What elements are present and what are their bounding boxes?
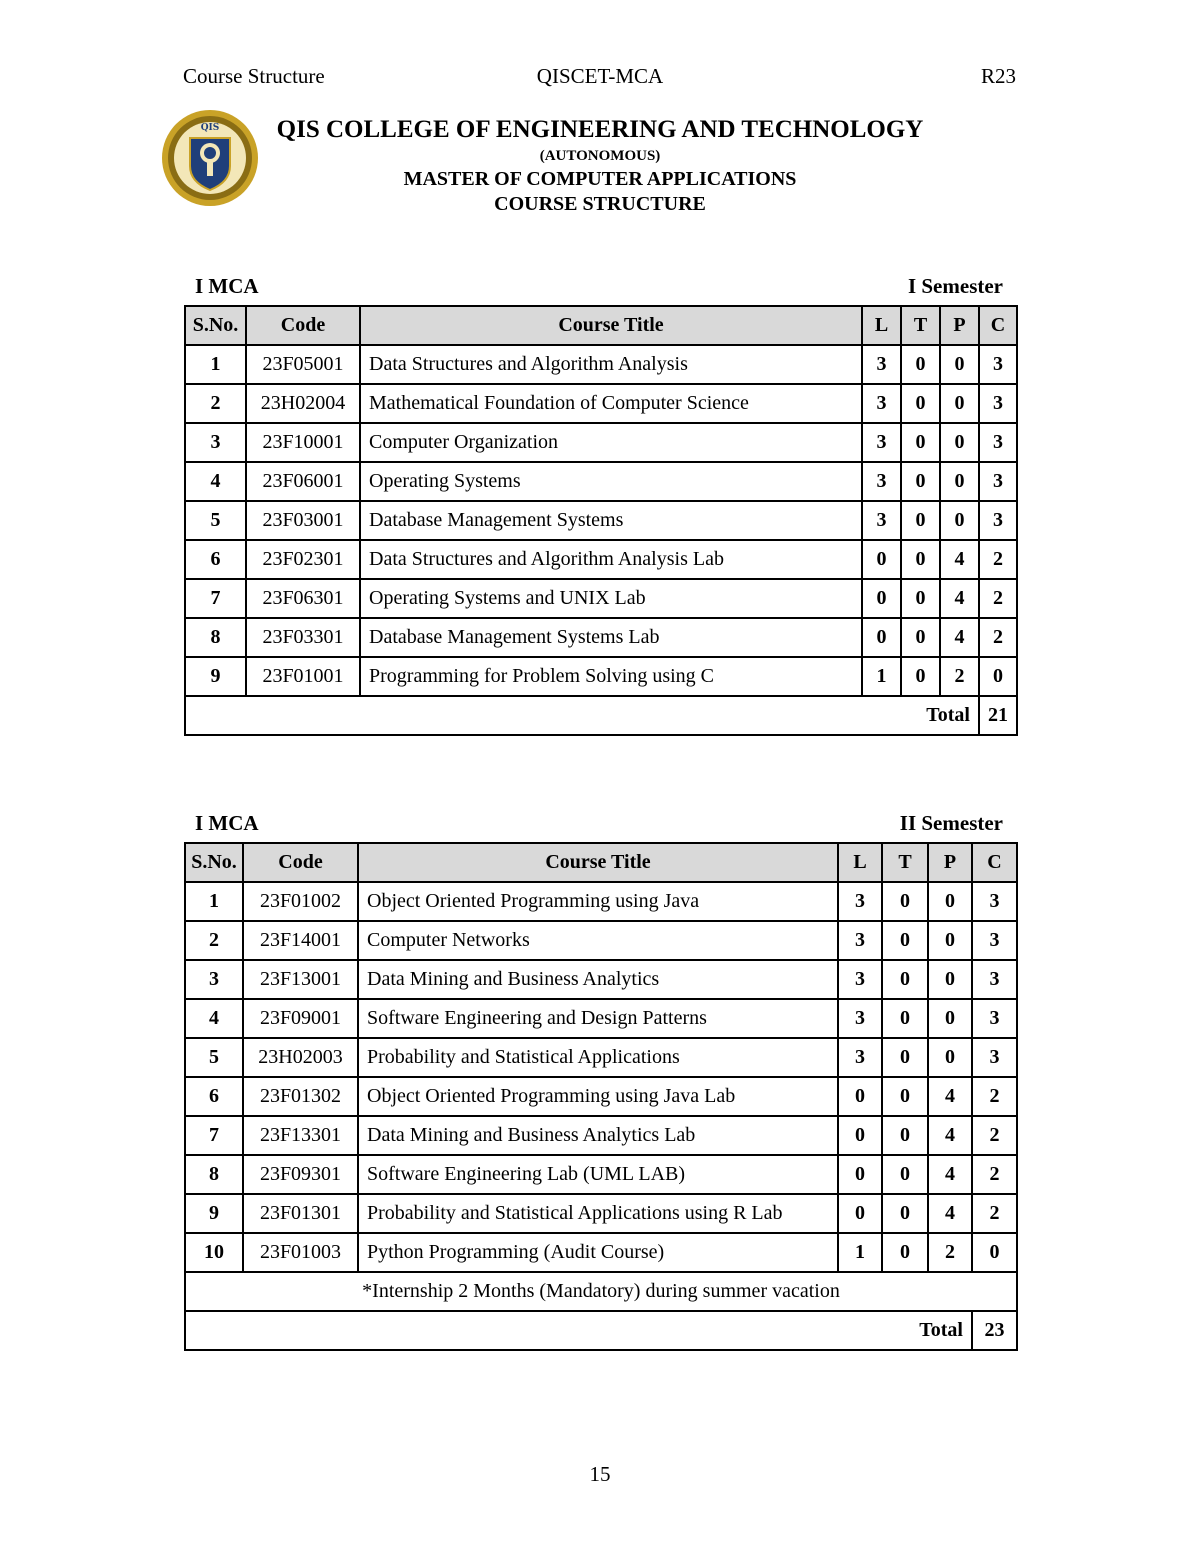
tutorial-hours: 0 [882,882,928,921]
sem1-caption [195,274,1003,299]
table-row [185,921,1017,960]
course-sno: 10 [185,1233,243,1272]
credits: 3 [979,384,1017,423]
table-row [185,960,1017,999]
table-row [185,579,1017,618]
tutorial-hours: 0 [901,423,940,462]
col-title: Course Title [360,306,862,345]
sem1-year: I MCA [195,274,259,298]
course-sno: 4 [185,462,246,501]
lecture-hours: 3 [862,501,901,540]
sem1-total-row [185,696,1017,735]
lecture-hours: 3 [838,921,882,960]
course-code: 23F01003 [243,1233,358,1272]
sem2-caption [195,811,1003,836]
col-t: T [882,843,928,882]
table-row [185,1233,1017,1272]
course-title: Mathematical Foundation of Computer Science [360,384,862,423]
course-title: Data Structures and Algorithm Analysis [360,345,862,384]
sem2-total-row [185,1311,1017,1350]
lecture-hours: 0 [862,540,901,579]
lecture-hours: 3 [862,462,901,501]
table-row [185,1038,1017,1077]
course-code: 23F03301 [246,618,360,657]
table-row [185,1155,1017,1194]
practical-hours: 0 [940,384,979,423]
tutorial-hours: 0 [901,540,940,579]
course-code: 23F06301 [246,579,360,618]
credits: 3 [979,462,1017,501]
credits: 2 [972,1194,1017,1233]
course-code: 23F01301 [243,1194,358,1233]
tutorial-hours: 0 [882,1155,928,1194]
lecture-hours: 3 [838,960,882,999]
credits: 3 [972,999,1017,1038]
tutorial-hours: 0 [882,921,928,960]
lecture-hours: 0 [838,1194,882,1233]
tutorial-hours: 0 [882,1194,928,1233]
tutorial-hours: 0 [901,657,940,696]
col-sno: S.No. [185,843,243,882]
practical-hours: 0 [940,423,979,462]
institution-name: QIS COLLEGE OF ENGINEERING AND TECHNOLOGY [276,116,924,143]
table-row [185,1116,1017,1155]
course-code: 23F05001 [246,345,360,384]
course-sno: 9 [185,657,246,696]
practical-hours: 0 [940,345,979,384]
tutorial-hours: 0 [882,1077,928,1116]
sem1-semester: I Semester [907,274,1003,298]
institution-status: (AUTONOMOUS) [539,148,661,164]
col-code: Code [246,306,360,345]
lecture-hours: 3 [862,423,901,462]
credits: 3 [972,1038,1017,1077]
course-title: Object Oriented Programming using Java Lab [358,1077,838,1116]
course-code: 23F09301 [243,1155,358,1194]
total-credits: 21 [979,696,1017,735]
program-name: MASTER OF COMPUTER APPLICATIONS [403,168,797,190]
course-title: Database Management Systems [360,501,862,540]
table-header-row [185,306,1017,345]
lecture-hours: 1 [838,1233,882,1272]
tutorial-hours: 0 [901,462,940,501]
course-title: Computer Organization [360,423,862,462]
table-row [185,462,1017,501]
course-sno: 6 [185,540,246,579]
tutorial-hours: 0 [901,384,940,423]
col-sno: S.No. [185,306,246,345]
table-row [185,1194,1017,1233]
col-t: T [901,306,940,345]
credits: 0 [972,1233,1017,1272]
tutorial-hours: 0 [882,960,928,999]
course-code: 23H02003 [243,1038,358,1077]
course-code: 23F02301 [246,540,360,579]
lecture-hours: 3 [838,882,882,921]
sem2-course-table [184,842,1018,1351]
course-code: 23F01002 [243,882,358,921]
course-code: 23F09001 [243,999,358,1038]
page-number: 15 [589,1462,611,1486]
tutorial-hours: 0 [882,1038,928,1077]
table-row [185,384,1017,423]
course-sno: 3 [185,423,246,462]
course-sno: 8 [185,1155,243,1194]
practical-hours: 4 [940,540,979,579]
course-sno: 8 [185,618,246,657]
course-code: 23F01001 [246,657,360,696]
total-label: Total [185,1311,972,1350]
running-header-center: QISCET-MCA [536,64,664,88]
table-row [185,501,1017,540]
course-title: Database Management Systems Lab [360,618,862,657]
tutorial-hours: 0 [882,1233,928,1272]
course-code: 23F10001 [246,423,360,462]
tutorial-hours: 0 [882,1116,928,1155]
course-title: Python Programming (Audit Course) [358,1233,838,1272]
total-credits: 23 [972,1311,1017,1350]
col-c: C [979,306,1017,345]
sem2-year: I MCA [195,811,259,835]
credits: 2 [972,1155,1017,1194]
course-title: Probability and Statistical Applications using R Lab [358,1194,838,1233]
practical-hours: 0 [928,1038,972,1077]
course-sno: 6 [185,1077,243,1116]
table-row [185,1077,1017,1116]
total-label: Total [185,696,979,735]
lecture-hours: 0 [862,579,901,618]
practical-hours: 0 [940,462,979,501]
tutorial-hours: 0 [901,345,940,384]
course-title: Software Engineering Lab (UML LAB) [358,1155,838,1194]
practical-hours: 4 [928,1194,972,1233]
practical-hours: 4 [928,1116,972,1155]
course-title: Probability and Statistical Applications [358,1038,838,1077]
lecture-hours: 3 [862,345,901,384]
tutorial-hours: 0 [882,999,928,1038]
course-code: 23F14001 [243,921,358,960]
tutorial-hours: 0 [901,618,940,657]
course-code: 23H02004 [246,384,360,423]
sem2-note-row [185,1272,1017,1311]
table-header-row [185,843,1017,882]
course-code: 23F13001 [243,960,358,999]
course-code: 23F01302 [243,1077,358,1116]
course-title: Operating Systems and UNIX Lab [360,579,862,618]
svg-text:QIS: QIS [200,123,220,133]
table-row [185,345,1017,384]
col-p: P [928,843,972,882]
course-sno: 5 [185,1038,243,1077]
course-sno: 4 [185,999,243,1038]
course-sno: 7 [185,1116,243,1155]
lecture-hours: 0 [838,1116,882,1155]
tutorial-hours: 0 [901,501,940,540]
tutorial-hours: 0 [901,579,940,618]
lecture-hours: 0 [838,1077,882,1116]
practical-hours: 0 [928,921,972,960]
col-l: L [838,843,882,882]
col-code: Code [243,843,358,882]
lecture-hours: 1 [862,657,901,696]
table-row [185,540,1017,579]
course-sno: 3 [185,960,243,999]
course-sno: 1 [185,345,246,384]
course-sno: 9 [185,1194,243,1233]
practical-hours: 0 [940,501,979,540]
sem2-semester: II Semester [899,811,1003,835]
credits: 3 [979,345,1017,384]
course-title: Data Structures and Algorithm Analysis Lab [360,540,862,579]
course-sno: 2 [185,384,246,423]
course-sno: 2 [185,921,243,960]
credits: 2 [979,540,1017,579]
document-title: COURSE STRUCTURE [494,193,706,215]
running-header-right: R23 [980,64,1016,88]
course-title: Programming for Problem Solving using C [360,657,862,696]
credits: 2 [979,579,1017,618]
course-code: 23F06001 [246,462,360,501]
practical-hours: 0 [928,882,972,921]
credits: 3 [979,501,1017,540]
course-title: Operating Systems [360,462,862,501]
practical-hours: 0 [928,999,972,1038]
credits: 0 [979,657,1017,696]
practical-hours: 4 [940,618,979,657]
sem1-course-table [184,305,1018,736]
course-code: 23F03001 [246,501,360,540]
practical-hours: 4 [928,1077,972,1116]
course-sno: 7 [185,579,246,618]
table-row [185,423,1017,462]
credits: 2 [972,1077,1017,1116]
course-title: Data Mining and Business Analytics [358,960,838,999]
course-code: 23F13301 [243,1116,358,1155]
credits: 3 [972,882,1017,921]
table-row [185,618,1017,657]
credits: 3 [972,921,1017,960]
practical-hours: 2 [928,1233,972,1272]
course-title: Software Engineering and Design Patterns [358,999,838,1038]
course-sno: 5 [185,501,246,540]
running-header-left: Course Structure [183,64,325,88]
practical-hours: 2 [940,657,979,696]
col-c: C [972,843,1017,882]
lecture-hours: 3 [862,384,901,423]
credits: 3 [972,960,1017,999]
course-sno: 1 [185,882,243,921]
practical-hours: 4 [928,1155,972,1194]
course-title: Computer Networks [358,921,838,960]
course-title: Object Oriented Programming using Java [358,882,838,921]
lecture-hours: 0 [838,1155,882,1194]
internship-note: *Internship 2 Months (Mandatory) during summer vacation [185,1272,1017,1311]
credits: 3 [979,423,1017,462]
lecture-hours: 3 [838,999,882,1038]
lecture-hours: 3 [838,1038,882,1077]
practical-hours: 0 [928,960,972,999]
credits: 2 [972,1116,1017,1155]
practical-hours: 4 [940,579,979,618]
lecture-hours: 0 [862,618,901,657]
credits: 2 [979,618,1017,657]
col-p: P [940,306,979,345]
table-row [185,999,1017,1038]
col-title: Course Title [358,843,838,882]
course-title: Data Mining and Business Analytics Lab [358,1116,838,1155]
table-row [185,657,1017,696]
col-l: L [862,306,901,345]
table-row [185,882,1017,921]
